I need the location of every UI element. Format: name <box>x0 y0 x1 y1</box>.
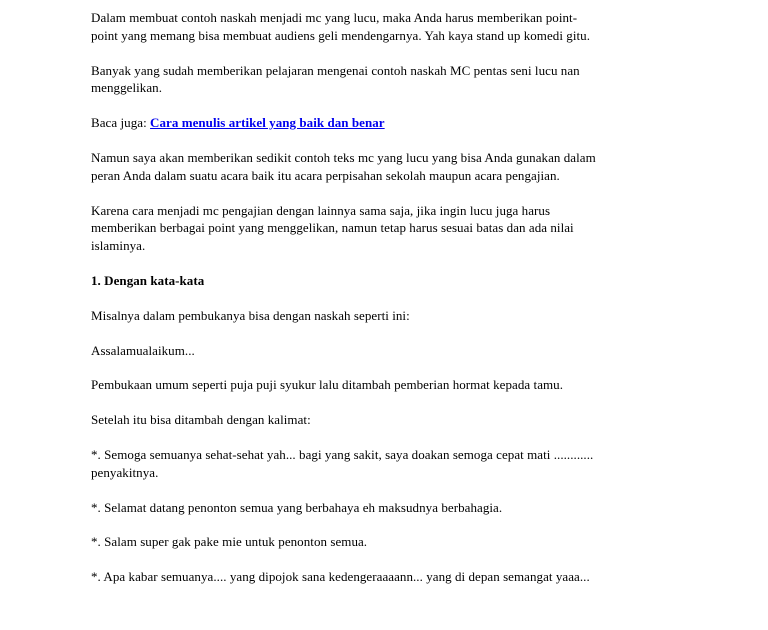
paragraph-example <box>91 149 683 185</box>
section-heading: 1. Dengan kata-kata <box>91 272 205 288</box>
text-line: Banyak yang sudah memberikan pelajaran mengenai contoh naskah MC pentas seni lucu nan <box>91 62 580 78</box>
bullet-item <box>91 446 683 482</box>
bullet-item: *. Selamat datang penonton semua yang berbahaya eh maksudnya berbahagia. <box>91 499 503 515</box>
bullet-item: *. Salam super gak pake mie untuk penonton semua. <box>91 534 368 550</box>
read-also-link[interactable]: Cara menulis artikel yang baik dan benar <box>150 115 385 131</box>
paragraph-add-sentence: Setelah itu bisa ditambah dengan kalimat: <box>91 412 311 428</box>
read-also <box>91 114 683 132</box>
text-line: point yang memang bisa membuat audiens geli mendengarnya. Yah kaya stand up komedi gitu. <box>91 27 591 43</box>
paragraph-intro <box>91 9 683 45</box>
text-line: Dalam membuat contoh naskah menjadi mc yang lucu, maka Anda harus memberikan point- <box>91 10 578 25</box>
paragraph-opening: Misalnya dalam pembukanya bisa dengan naskah seperti ini: <box>91 307 410 323</box>
paragraph-greeting: Assalamualaikum... <box>91 342 195 358</box>
text-line: *. Semoga semuanya sehat-sehat yah... bagi yang sakit, saya doakan semoga cepat mati ............ <box>91 446 594 462</box>
bullet-item: *. Apa kabar semuanya.... yang dipojok sana kedengeraaaann... yang di depan semangat yaaa... <box>91 569 590 585</box>
text-line: islaminya. <box>91 238 146 254</box>
paragraph-pengajian <box>91 202 683 255</box>
text-line: penyakitnya. <box>91 464 159 480</box>
text-line: Namun saya akan memberikan sedikit contoh teks mc yang lucu yang bisa Anda gunakan dalam <box>91 149 596 165</box>
text-line: menggelikan. <box>91 80 162 96</box>
paragraph-lessons <box>91 62 683 98</box>
read-also-label: Baca juga: <box>91 115 147 131</box>
paragraph-general-opening: Pembukaan umum seperti puja puji syukur lalu ditambah pemberian hormat kepada tamu. <box>91 377 564 393</box>
document-body <box>91 9 683 586</box>
text-line: peran Anda dalam suatu acara baik itu acara perpisahan sekolah maupun acara pengajian. <box>91 167 560 183</box>
text-line: memberikan berbagai point yang menggelikan, namun tetap harus sesuai batas dan ada nilai <box>91 220 574 236</box>
text-line: Karena cara menjadi mc pengajian dengan lainnya sama saja, jika ingin lucu juga harus <box>91 202 551 218</box>
